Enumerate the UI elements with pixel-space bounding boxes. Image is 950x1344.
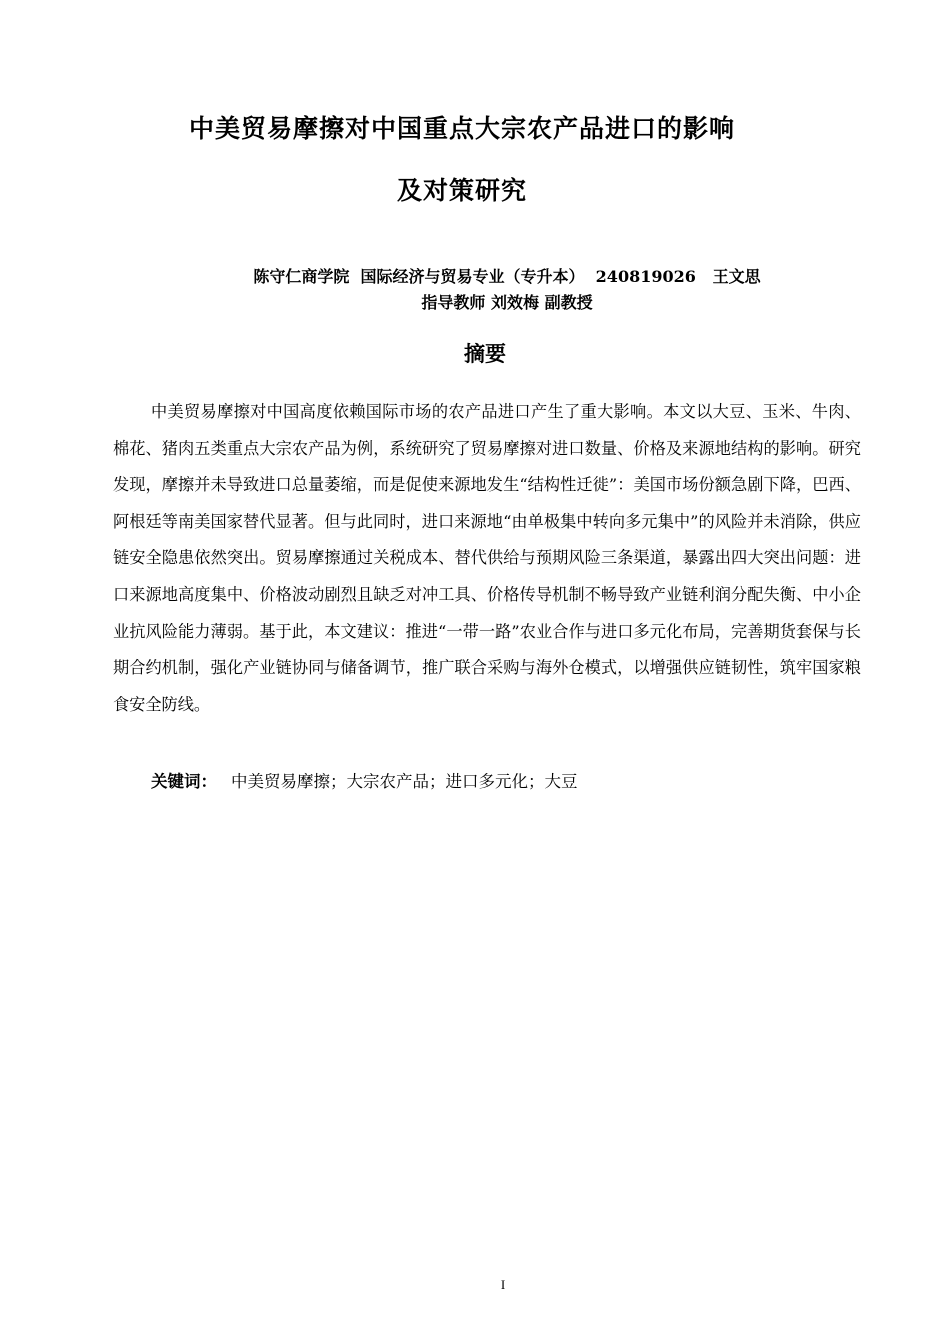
keywords-line [151, 768, 871, 796]
page-number: I [500, 1277, 506, 1292]
keywords-values: 中美贸易摩擦；大宗农产品；进口多元化；大豆 [231, 772, 578, 791]
advisor-info: 指导教师 刘效梅 副教授 [421, 293, 593, 312]
document-title-line-1: 中美贸易摩擦对中国重点大宗农产品进口的影响 [188, 114, 735, 143]
keywords-label: 关键词： [151, 772, 217, 791]
document-title-line-2: 及对策研究 [396, 176, 527, 205]
author-info: 陈守仁商学院 国际经济与贸易专业（专升本） 240819026 王文思 [253, 267, 761, 286]
abstract-body: 中美贸易摩擦对中国高度依赖国际市场的农产品进口产生了重大影响。本文以大豆、玉米、牛肉、棉花、猪肉五类重点大宗农产品为例，系统研究了贸易摩擦对进口数量、价格及来源地结构的影响。研究发现，摩擦并未导致进口总量萎缩，而是促使来源地发生“结构性迁徙”：美国市场份额急剧下降，巴西、阿根廷等南美国家替代显著。但与此同时，进口来源地“由单极集中转向多元集中”的风险并未消除，供应链安全隐患依然突出。贸易摩擦通过关税成本、替代供给与预期风险三条渠道，暴露出四大突出问题：进口来源地高度集中、价格波动剧烈且缺乏对冲工具、价格传导机制不畅导致产业链利润分配失衡、中小企业抗风险能力薄弱。基于此，本文建议：推进“一带一路”农业合作与进口多元化布局，完善期货套保与长期合约机制，强化产业链协同与储备调节，推广联合采购与海外仓模式，以增强供应链韧性，筑牢国家粮食安全防线。 [113, 402, 861, 714]
abstract-heading: 摘要 [464, 342, 506, 366]
